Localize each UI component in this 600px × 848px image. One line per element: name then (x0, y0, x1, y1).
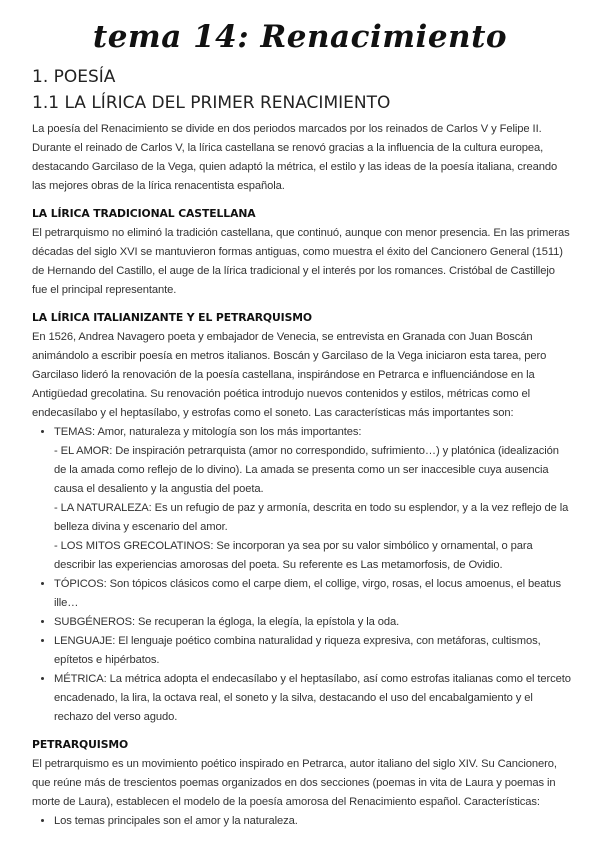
list-item-subgeneros: • SUBGÉNEROS: Se recuperan la égloga, la elegía, la epístola y la oda. (54, 613, 572, 632)
petrarchism-heading: PETRARQUISMO (32, 738, 129, 751)
list-item-topicos: • TÓPICOS: Son tópicos clásicos como el carpe diem, el collige, virgo, rosas, el locus amoenus, el beatus ille… (54, 575, 572, 613)
list-item-metrica: • MÉTRICA: La métrica adopta el endecasílabo y el heptasílabo, así como estrofas italianas como el terceto encadenado, la lira, la octava real, el soneto y la silva, destacando el uso del encabalgamiento y el rechazo del verso agudo. (54, 670, 572, 727)
document-title: tema 14: Renacimiento (92, 19, 508, 55)
intro-paragraph: La poesía del Renacimiento se divide en dos periodos marcados por los reinados de Carlos V y Felipe II. Durante el reinado de Carlos V, la lírica castellana se renovó gracias a la influencia de la cultura europea, destacando Garcilaso de la Vega, quien adaptó la métrica, el estilo y las ideas de la poesía italiana, creando las mejores obras de la lírica renacentista española. (32, 123, 558, 192)
traditional-paragraph: El petrarquismo no eliminó la tradición castellana, que continuó, aunque con menor presencia. En las primeras décadas del siglo XVI se mantuvieron formas antiguas, como muestra el éxito del Cancionero General (1511) de Hernando del Castillo, el auge de la lírica tradicional y el interés por los romances. Cristóbal de Castillejo fue el principal representante. (32, 227, 570, 296)
subsection-heading: 1.1 LA LÍRICA DEL PRIMER RENACIMIENTO (32, 93, 391, 113)
list-item-lenguaje: • LENGUAJE: El lenguaje poético combina naturalidad y riqueza expresiva, con metáforas, cultismos, epítetos e hipérbatos. (54, 632, 572, 670)
italianizing-heading: LA LÍRICA ITALIANIZANTE Y EL PETRARQUISMO (32, 311, 312, 324)
list-item-temas (54, 423, 572, 575)
characteristics-list (32, 423, 572, 727)
sub-item-amor: - EL AMOR: De inspiración petrarquista (amor no correspondido, sufrimiento…) y platónica (idealización de la amada como reflejo de lo divino). La amada se presenta como un ser inaccesible cuya ausencia causa el desaliento y la angustia del poeta. (54, 445, 559, 495)
traditional-heading: LA LÍRICA TRADICIONAL CASTELLANA (32, 207, 256, 220)
section-heading: 1. POESÍA (32, 67, 116, 87)
petrarchism-list (32, 812, 572, 831)
petrarchism-paragraph: El petrarquismo es un movimiento poético inspirado en Petrarca, autor italiano del siglo XIV. Su Cancionero, que reúne más de trescientos poemas organizados en dos secciones (poemas in vita de Laura y poemas in morte de Laura), establecen el modelo de la poesía amorosa del Renacimiento español. Características: (32, 758, 557, 808)
sub-item-naturaleza: - LA NATURALEZA: Es un refugio de paz y armonía, descrita en todo su esplendor, y a la vez reflejo de la belleza divina y escenario del amor. (54, 502, 569, 533)
sub-item-mitos: - LOS MITOS GRECOLATINOS: Se incorporan ya sea por su valor simbólico y ornamental, o para describir las experiencias amorosas del poeta. Su referente es Las metamorfosis, de Ovidio. (54, 540, 533, 571)
list-item-temas-principales: • Los temas principales son el amor y la naturaleza. (54, 812, 572, 831)
italianizing-paragraph: En 1526, Andrea Navagero poeta y embajador de Venecia, se entrevista en Granada con Juan Boscán animándolo a escribir poesía en metros italianos. Boscán y Garcilaso de la Vega iniciaron esta tarea, pero Garcilaso lideró la renovación de la poesía castellana, inspirándose en Petrarca e influenciándose en la Antigüedad grecolatina. Su renovación poética introdujo nuevos contenidos y estilos, métricas como el endecasílabo y el heptasílabo, y estrofas como el soneto. Las características más importantes son: (32, 331, 547, 419)
list-item-text: TEMAS: Amor, naturaleza y mitología son los más importantes: (54, 426, 362, 438)
document-body (32, 120, 572, 831)
